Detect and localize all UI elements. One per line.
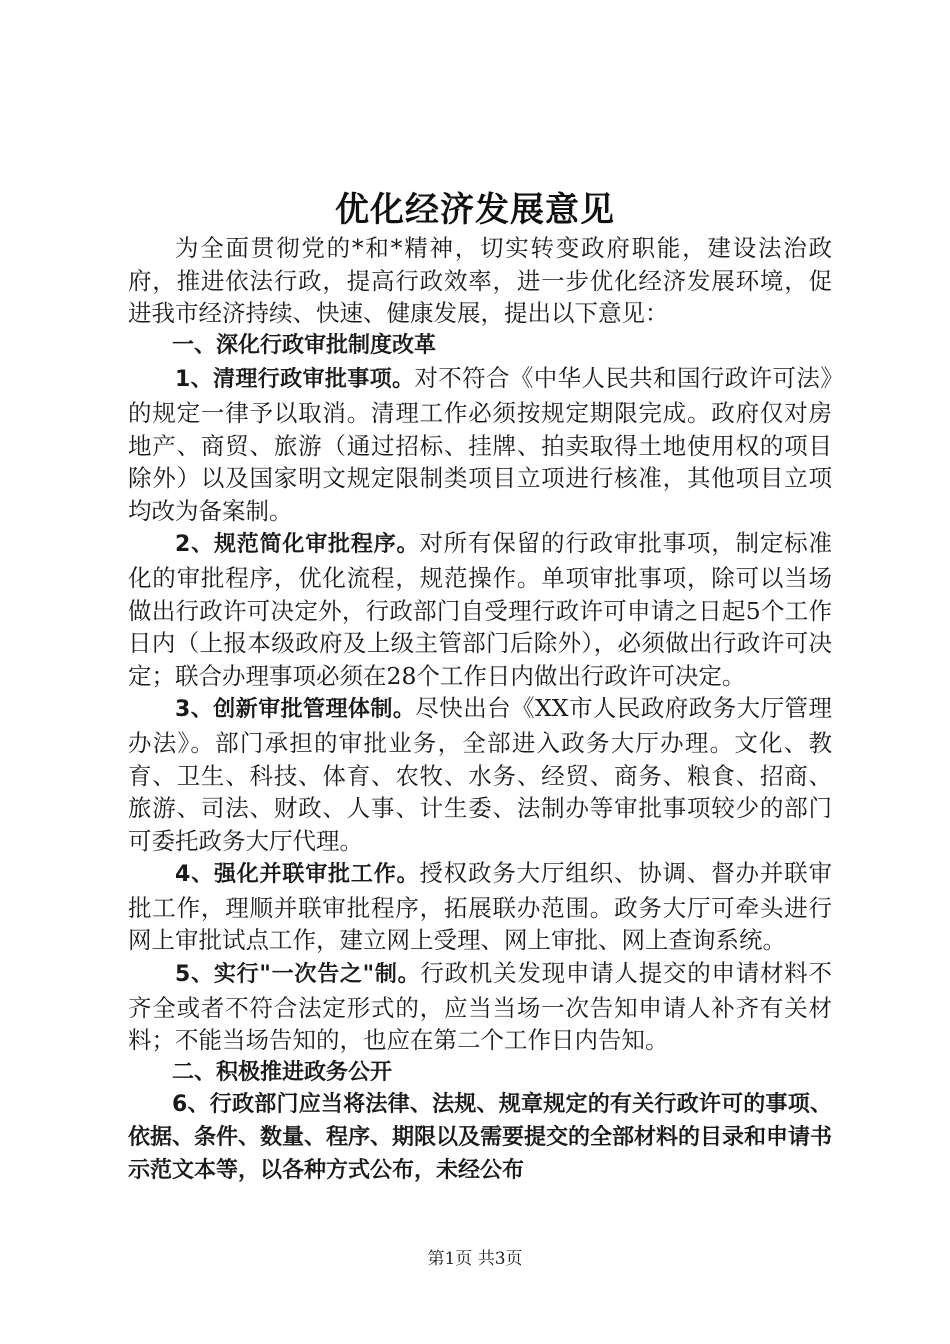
item-paragraph-1 — [128, 362, 832, 527]
section-heading-1: 一、深化行政审批制度改革 — [172, 332, 437, 358]
page-footer: 第1页 共3页 — [427, 1249, 523, 1269]
item-lead-5: 5、实行"一次告之"制。 — [175, 962, 421, 988]
item-text-1: 对不符合《中华人民共和国行政许可法》的规定一律予以取消。清理工作必须按规定期限完成。政府仅对房地产、商贸、旅游（通过招标、挂牌、拍卖取得土地使用权的项目除外）以及国家明文规定限制类项目立项进行核准，其他项目立项均改为备案制。 — [128, 364, 833, 525]
item-lead-1: 1、清理行政审批事项。 — [175, 367, 415, 393]
item-text-3: 尽快出台《XX市人民政府政务大厅管理办法》。部门承担的审批业务，全部进入政务大厅办理。文化、教育、卫生、科技、体育、农牧、水务、经贸、商务、粮食、招商、旅游、司法、财政、人事、计生委、法制办等审批事项较少的部门可委托政务大厅代理。 — [128, 694, 832, 855]
item-lead-2: 2、规范简化审批程序。 — [175, 532, 420, 558]
item-text-5: 行政机关发现申请人提交的申请材料不齐全或者不符合法定形式的，应当当场一次告知申请人补齐有关材料；不能当场告知的，也应在第二个工作日内告知。 — [128, 959, 833, 1055]
item-lead-4: 4、强化并联审批工作。 — [175, 862, 420, 888]
item-paragraph-4 — [128, 857, 832, 957]
item-paragraph-2 — [128, 527, 832, 692]
item-lead-3: 3、创新审批管理体制。 — [175, 697, 416, 723]
item-text-2: 对所有保留的行政审批事项，制定标准化的审批程序，优化流程，规范操作。单项审批事项，除可以当场做出行政许可决定外，行政部门自受理行政许可申请之日起5个工作日内（上报本级政府及上级主管部门后除外），必须做出行政许可决定；联合办理事项必须在28个工作日内做出行政许可决定。 — [128, 529, 833, 690]
item-paragraph-3 — [128, 692, 832, 857]
item-paragraph-5 — [128, 957, 832, 1057]
item-paragraph-6: 6、行政部门应当将法律、法规、规章规定的有关行政许可的事项、依据、条件、数量、程序、期限以及需要提交的全部材料的目录和申请书示范文本等，以各种方式公布，未经公布 — [128, 1092, 833, 1183]
intro-paragraph: 为全面贯彻党的*和*精神，切实转变政府职能，建设法治政府，推进依法行政，提高行政效率，进一步优化经济发展环境，促进我市经济持续、快速、健康发展，提出以下意见： — [128, 234, 832, 328]
document-body — [128, 232, 832, 1187]
section-heading-2: 二、积极推进政务公开 — [172, 1059, 393, 1085]
document-title: 优化经济发展意见 — [335, 190, 615, 230]
item-text-4: 授权政务大厅组织、协调、督办并联审批工作，理顺并联审批程序，拓展联办范围。政务大厅可牵头进行网上审批试点工作，建立网上受理、网上审批、网上查询系统。 — [128, 859, 833, 955]
